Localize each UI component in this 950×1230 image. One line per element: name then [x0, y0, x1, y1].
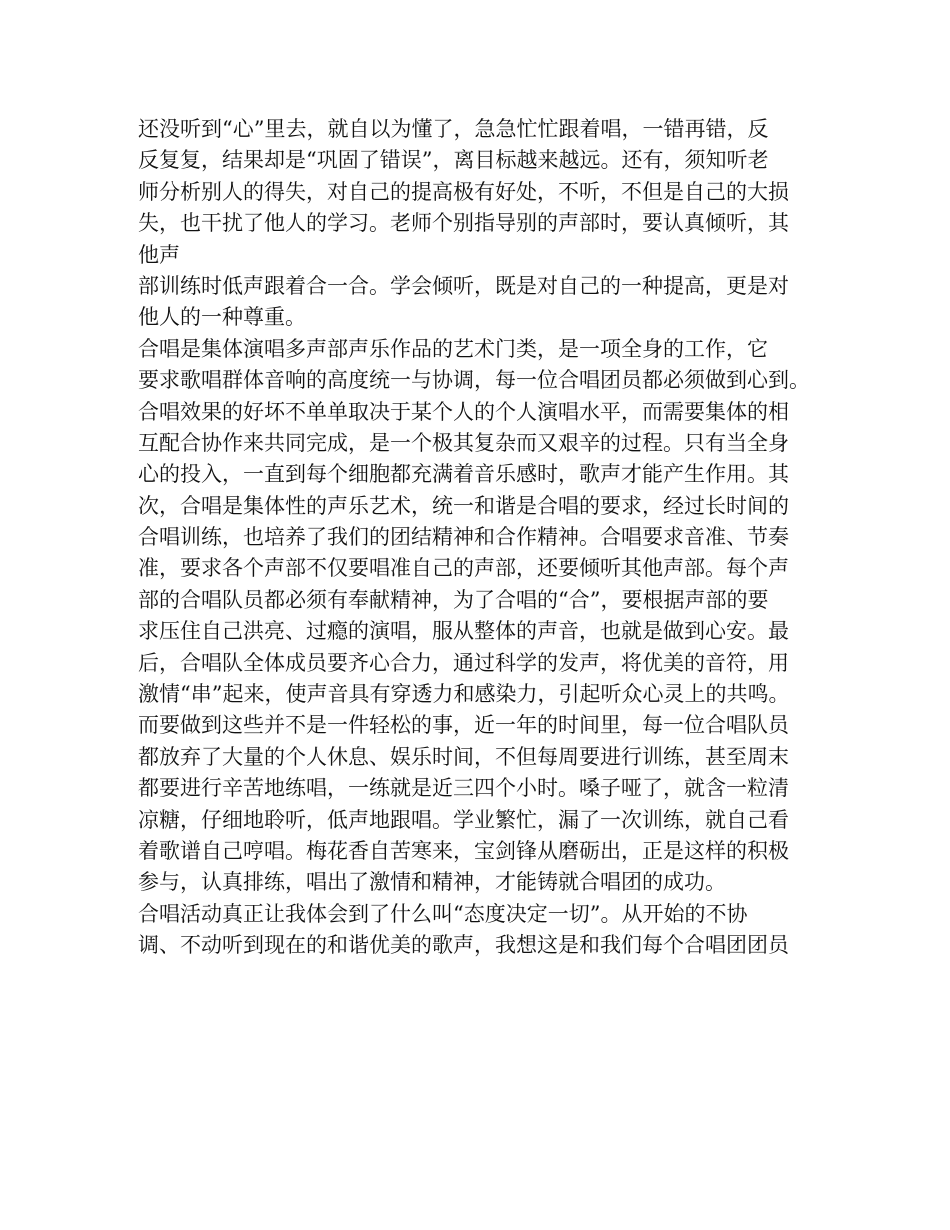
text-line: 而要做到这些并不是一件轻松的事，近一年的时间里，每一位合唱队员 — [138, 713, 789, 738]
text-line: 失，也干扰了他人的学习。老师个别指导别的声部时，要认真倾听，其 — [138, 211, 789, 236]
text-line: 还没听到“心”里去，就自以为懂了，急急忙忙跟着唱，一错再错，反 — [138, 117, 769, 141]
text-line: 调、不动听到现在的和谐优美的歌声，我想这是和我们每个合唱团团员 — [138, 933, 789, 958]
text-line: 准，要求各个声部不仅要唱准自己的声部，还要倾听其他声部。每个声 — [138, 556, 789, 581]
text-line: 反复复，结果却是“巩固了错误”，离目标越来越远。还有，须知听老 — [138, 148, 769, 173]
text-line: 要求歌唱群体音响的高度统一与协调，每一位合唱团员都必须做到心到。 — [138, 368, 810, 393]
text-line: 他人的一种尊重。 — [138, 305, 306, 330]
text-line: 求压住自己洪亮、过瘾的演唱，服从整体的声音，也就是做到心安。最 — [138, 619, 789, 644]
text-line: 参与，认真排练，唱出了激情和精神，才能铸就合唱团的成功。 — [138, 870, 726, 895]
body-text — [138, 114, 828, 962]
text-line: 后，合唱队全体成员要齐心合力，通过科学的发声，将优美的音符，用 — [138, 650, 789, 675]
text-line: 都要进行辛苦地练唱，一练就是近三四个小时。嗓子哑了，就含一粒清 — [138, 776, 789, 801]
text-line: 合唱训练，也培养了我们的团结精神和合作精神。合唱要求音准、节奏 — [138, 525, 789, 550]
text-line: 部的合唱队员都必须有奉献精神，为了合唱的“合”，要根据声部的要 — [138, 587, 769, 612]
text-line: 合唱效果的好坏不单单取决于某个人的个人演唱水平，而需要集体的相 — [138, 399, 789, 424]
text-line: 合唱是集体演唱多声部声乐作品的艺术门类，是一项全身的工作，它 — [138, 336, 768, 361]
text-line: 着歌谱自己哼唱。梅花香自苦寒来，宝剑锋从磨砺出，正是这样的积极 — [138, 838, 789, 863]
text-line: 互配合协作来共同完成，是一个极其复杂而又艰辛的过程。只有当全身 — [138, 430, 789, 455]
text-line: 师分析别人的得失，对自己的提高极有好处，不听，不但是自己的大损 — [138, 179, 789, 204]
text-line: 凉糖，仔细地聆听，低声地跟唱。学业繁忙，漏了一次训练，就自己看 — [138, 807, 789, 832]
text-line: 激情“串”起来，使声音具有穿透力和感染力，引起听众心灵上的共鸣。 — [138, 682, 790, 707]
text-line: 部训练时低声跟着合一合。学会倾听，既是对自己的一种提高，更是对 — [138, 273, 789, 298]
text-line: 心的投入，一直到每个细胞都充满着音乐感时，歌声才能产生作用。其 — [138, 462, 789, 487]
text-line: 次，合唱是集体性的声乐艺术，统一和谐是合唱的要求，经过长时间的 — [138, 493, 789, 518]
text-line: 他声 — [138, 242, 180, 267]
text-line: 都放弃了大量的个人休息、娱乐时间，不但每周要进行训练，甚至周末 — [138, 744, 789, 769]
text-line: 合唱活动真正让我体会到了什么叫“态度决定一切”。从开始的不协 — [138, 901, 748, 926]
